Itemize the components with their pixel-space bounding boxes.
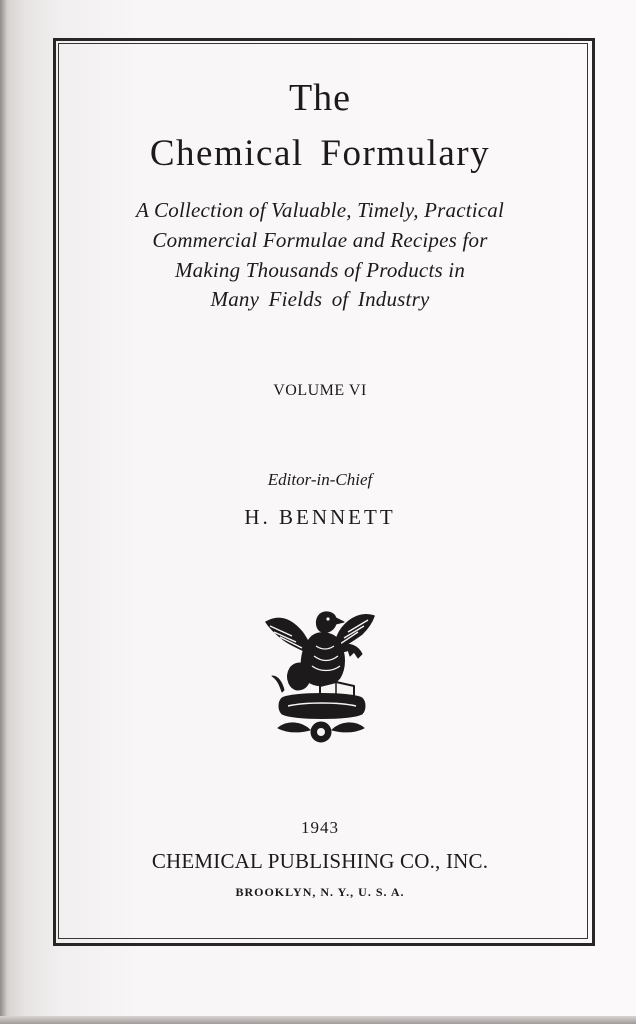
griffin-emblem-icon: [262, 606, 380, 746]
publication-year: 1943: [301, 818, 339, 837]
title-line-2: Chemical Formulary: [149, 133, 491, 174]
subtitle-line-3: Making Thousands of Products in: [174, 258, 466, 282]
publisher-name: CHEMICAL PUBLISHING CO., INC.: [151, 849, 489, 873]
editor-role: Editor-in-Chief: [267, 470, 373, 489]
page-bottom-edge: [0, 1016, 636, 1024]
subtitle-line-4: Many Fields of Industry: [210, 287, 430, 311]
volume-label: VOLUME VI: [273, 382, 367, 399]
subtitle-line-1: A Collection of Valuable, Timely, Practical: [135, 198, 505, 222]
subtitle-line-2: Commercial Formulae and Recipes for: [152, 228, 488, 252]
editor-name: H. BENNETT: [244, 505, 396, 529]
page-border-inner: [58, 43, 588, 939]
title-line-1: The: [288, 77, 352, 119]
publisher-address: BROOKLYN, N. Y., U. S. A.: [235, 885, 405, 899]
page-gutter-shadow: [0, 0, 6, 1024]
